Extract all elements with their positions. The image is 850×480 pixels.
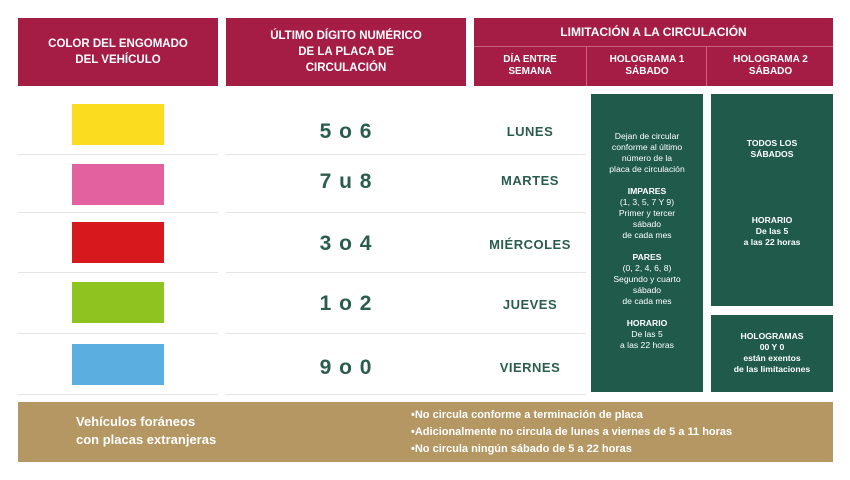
subheader-hologram-1 (586, 46, 707, 86)
panel-text: HOLOGRAMAS (740, 331, 804, 341)
row-divider (18, 272, 218, 273)
header-line: SÁBADO (748, 66, 793, 77)
panel-text: Segundo y cuarto (613, 274, 681, 284)
subheader-hologram-2 (706, 46, 834, 86)
row-divider (18, 333, 218, 334)
weekday-label: JUEVES (502, 297, 558, 312)
header-limitation-title: LIMITACIÓN A LA CIRCULACIÓN (474, 18, 833, 47)
subheader-weekday (474, 46, 586, 86)
panel-text: Primer y tercer (618, 208, 676, 218)
row-divider (18, 394, 218, 395)
hologram-2-panel (711, 94, 833, 306)
header-line: DEL VEHÍCULO (75, 54, 161, 66)
panel-text: Dejan de circular (614, 131, 680, 141)
header-line: SEMANA (508, 66, 552, 77)
plate-digits: 5 o 6 (319, 120, 373, 143)
weekday-label: VIERNES (499, 360, 561, 375)
panel-text: conforme al último (611, 142, 683, 152)
row-divider (226, 394, 586, 395)
header-line: DÍA ENTRE (503, 54, 557, 65)
panel-text: (0, 2, 4, 6, 8) (622, 263, 672, 273)
foreign-rules-list (411, 407, 732, 458)
foreign-label-line: Vehículos foráneos (76, 414, 196, 429)
row-divider (18, 212, 218, 213)
plate-digits: 3 o 4 (319, 232, 373, 255)
plate-digits: 9 o 0 (319, 356, 373, 379)
header-sticker-color (18, 18, 218, 86)
panel-text: de cada mes (622, 296, 672, 306)
panel-text: De las 5 (631, 329, 663, 339)
header-line: COLOR DEL ENGOMADO (48, 38, 188, 50)
row-divider (226, 154, 586, 155)
header-limitation (474, 18, 833, 86)
header-line: HOLOGRAMA 1 (609, 54, 685, 65)
todos-sabados: SÁBADOS (750, 149, 794, 159)
panel-text: número de la (621, 153, 673, 163)
header-line: DE LA PLACA DE (298, 46, 394, 58)
header-line: ÚLTIMO DÍGITO NUMÉRICO (270, 30, 422, 42)
header-line: CIRCULACIÓN (305, 62, 387, 74)
foreign-label-line: con placas extranjeras (76, 432, 217, 447)
panel-text: placa de circulación (609, 164, 685, 174)
weekday-label: MARTES (501, 173, 559, 188)
plate-digits: 1 o 2 (319, 292, 373, 315)
plate-digits: 7 u 8 (319, 170, 373, 193)
hologram-1-panel (591, 94, 703, 392)
header-line: HOLOGRAMA 2 (733, 54, 808, 65)
panel-text: (1, 3, 5, 7 Y 9) (619, 197, 675, 207)
impares-title: IMPARES (627, 186, 667, 196)
sticker-swatch-red (72, 222, 164, 263)
sticker-swatch-blue (72, 344, 164, 385)
panel-text: a las 22 horas (743, 237, 801, 247)
horario-title: HORARIO (751, 215, 793, 225)
list-item: •Adicionalmente no circula de lunes a viernes de 5 a 11 horas (411, 426, 733, 438)
sticker-swatch-yellow (72, 104, 164, 145)
hologram-exempt-panel (711, 315, 833, 392)
todos-sabados: TODOS LOS (746, 138, 798, 148)
panel-text: a las 22 horas (620, 340, 674, 350)
row-divider (226, 333, 586, 334)
panel-text: 00 Y 0 (759, 342, 785, 352)
row-divider (226, 212, 586, 213)
horario-title: HORARIO (626, 318, 668, 328)
panel-text: sábado (632, 285, 662, 295)
sticker-swatch-green (72, 282, 164, 323)
header-plate-digit (226, 18, 466, 86)
weekday-label: MIÉRCOLES (489, 237, 571, 252)
row-divider (18, 154, 218, 155)
panel-text: de las limitaciones (733, 364, 811, 374)
panel-text: de cada mes (622, 230, 672, 240)
foreign-vehicles-label (76, 413, 216, 449)
row-divider (226, 272, 586, 273)
pares-title: PARES (632, 252, 662, 262)
panel-text: sábado (632, 219, 662, 229)
panel-text: De las 5 (755, 226, 789, 236)
list-item: •No circula conforme a terminación de placa (411, 409, 643, 421)
weekday-label: LUNES (506, 124, 554, 139)
panel-text: están exentos (743, 353, 801, 363)
sticker-swatch-pink (72, 164, 164, 205)
list-item: •No circula ningún sábado de 5 a 22 horas (411, 443, 632, 455)
foreign-vehicles-banner (18, 402, 833, 462)
header-line: SÁBADO (625, 66, 669, 77)
